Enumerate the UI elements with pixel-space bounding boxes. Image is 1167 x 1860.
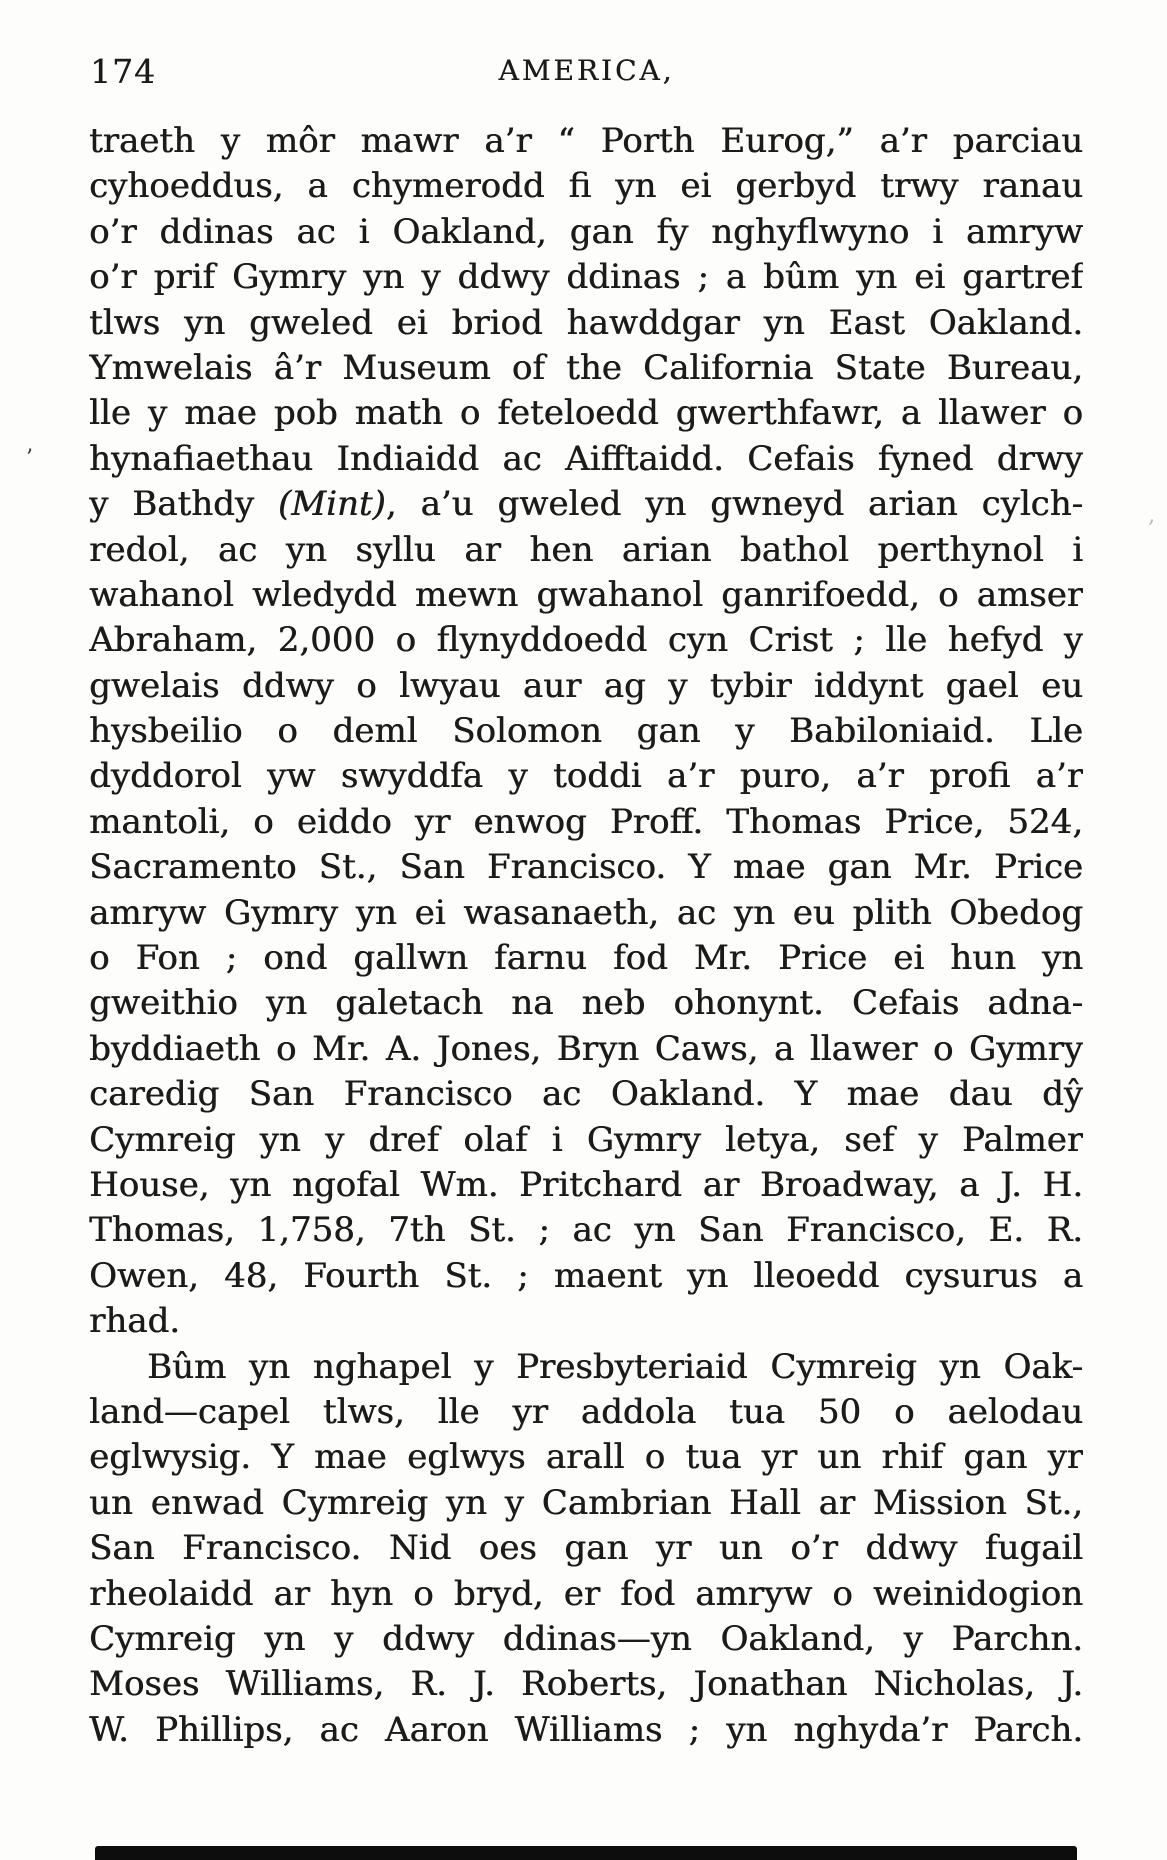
text-line: Owen, 48, Fourth St. ; maent yn lleoedd cysurus a (89, 1255, 1083, 1296)
text-line: mantoli, o eiddo yr enwog Proff. Thomas Price, 524, (89, 801, 1083, 842)
text-line: land—capel tlws, lle yr addola tua 50 o aelodau (89, 1391, 1083, 1432)
scan-edge-bar (95, 1846, 1077, 1860)
text-line: caredig San Francisco ac Oakland. Y mae dau dŷ (89, 1074, 1083, 1115)
text-line: byddiaeth o Mr. A. Jones, Bryn Caws, a llawer o Gymry (89, 1028, 1083, 1069)
text-line: Thomas, 1,758, 7th St. ; ac yn San Francisco, E. R. (89, 1210, 1083, 1251)
text-line: un enwad Cymreig yn y Cambrian Hall ar Mission St., (89, 1482, 1083, 1523)
page-number: 174 (90, 52, 156, 91)
text-run: , a’u gweled yn gwneyd arian cylch- (385, 484, 1083, 525)
text-line: o’r ddinas ac i Oakland, gan fy nghyflwyno i amryw (89, 211, 1083, 252)
italic-text-run: (Mint) (277, 484, 386, 525)
text-line: Cymreig yn y dref olaf i Gymry letya, sef y Palmer (89, 1119, 1083, 1160)
text-line: Cymreig yn y ddwy ddinas—yn Oakland, y Parchn. (89, 1618, 1083, 1659)
text-line: hynafiaethau Indiaidd ac Aifftaidd. Cefais fyned drwy (89, 438, 1083, 479)
text-line: Moses Williams, R. J. Roberts, Jonathan Nicholas, J. (89, 1664, 1083, 1705)
text-line: hysbeilio o deml Solomon gan y Babiloniaid. Lle (89, 711, 1083, 752)
text-line: Abraham, 2,000 o flynyddoedd cyn Crist ; lle hefyd y (89, 620, 1083, 661)
paragraph (89, 119, 1083, 1345)
text-line: rhad. (89, 1301, 180, 1342)
text-line: wahanol wledydd mewn gwahanol ganrifoedd, o amser (89, 574, 1083, 615)
text-line: San Francisco. Nid oes gan yr un o’r ddwy fugail (89, 1528, 1083, 1569)
text-line: House, yn ngofal Wm. Pritchard ar Broadway, a J. H. (89, 1164, 1083, 1205)
paragraph (89, 1345, 1083, 1754)
text-line: rheolaidd ar hyn o bryd, er fod amryw o weinidogion (89, 1573, 1083, 1614)
page-title: AMERICA, (498, 54, 675, 87)
text-block (89, 119, 1083, 1753)
text-line: tlws yn gweled ei briod hawddgar yn East Oakland. (89, 302, 1083, 343)
text-line: lle y mae pob math o feteloedd gwerthfawr, a llawer o (89, 393, 1083, 434)
text-line: o Fon ; ond gallwn farnu fod Mr. Price ei hun yn (89, 938, 1083, 979)
text-line: cyhoeddus, a chymerodd fi yn ei gerbyd trwy ranau (89, 166, 1083, 207)
page-header (90, 48, 1083, 98)
text-line: o’r prif Gymry yn y ddwy ddinas ; a bûm yn ei gartref (89, 257, 1083, 298)
text-line: dyddorol yw swyddfa y toddi a’r puro, a’r profi a’r (89, 756, 1083, 797)
text-line: traeth y môr mawr a’r “ Porth Eurog,” a’r parciau (89, 121, 1083, 161)
text-line: Bûm yn nghapel y Presbyteriaid Cymreig yn Oak- (147, 1346, 1083, 1387)
text-line: W. Phillips, ac Aaron Williams ; yn nghyda’r Parch. (89, 1709, 1083, 1750)
text-line: Ymwelais â’r Museum of the California State Bureau, (89, 347, 1083, 388)
scan-speck-right-margin: ‚ (1148, 503, 1155, 528)
text-run: y Bathdy (89, 484, 278, 525)
text-line: redol, ac yn syllu ar hen arian bathol perthynol i (89, 529, 1083, 570)
text-line: Sacramento St., San Francisco. Y mae gan Mr. Price (89, 847, 1083, 888)
text-line: gwelais ddwy o lwyau aur ag y tybir iddynt gael eu (89, 665, 1083, 706)
text-line: eglwysig. Y mae eglwys arall o tua yr un rhif gan yr (89, 1437, 1083, 1478)
text-line (89, 482, 1083, 527)
text-line: amryw Gymry yn ei wasanaeth, ac yn eu plith Obedog (89, 892, 1083, 933)
scan-speck-left-margin: ’ (26, 446, 33, 471)
text-line: gweithio yn galetach na neb ohonynt. Cefais adna- (89, 983, 1083, 1024)
